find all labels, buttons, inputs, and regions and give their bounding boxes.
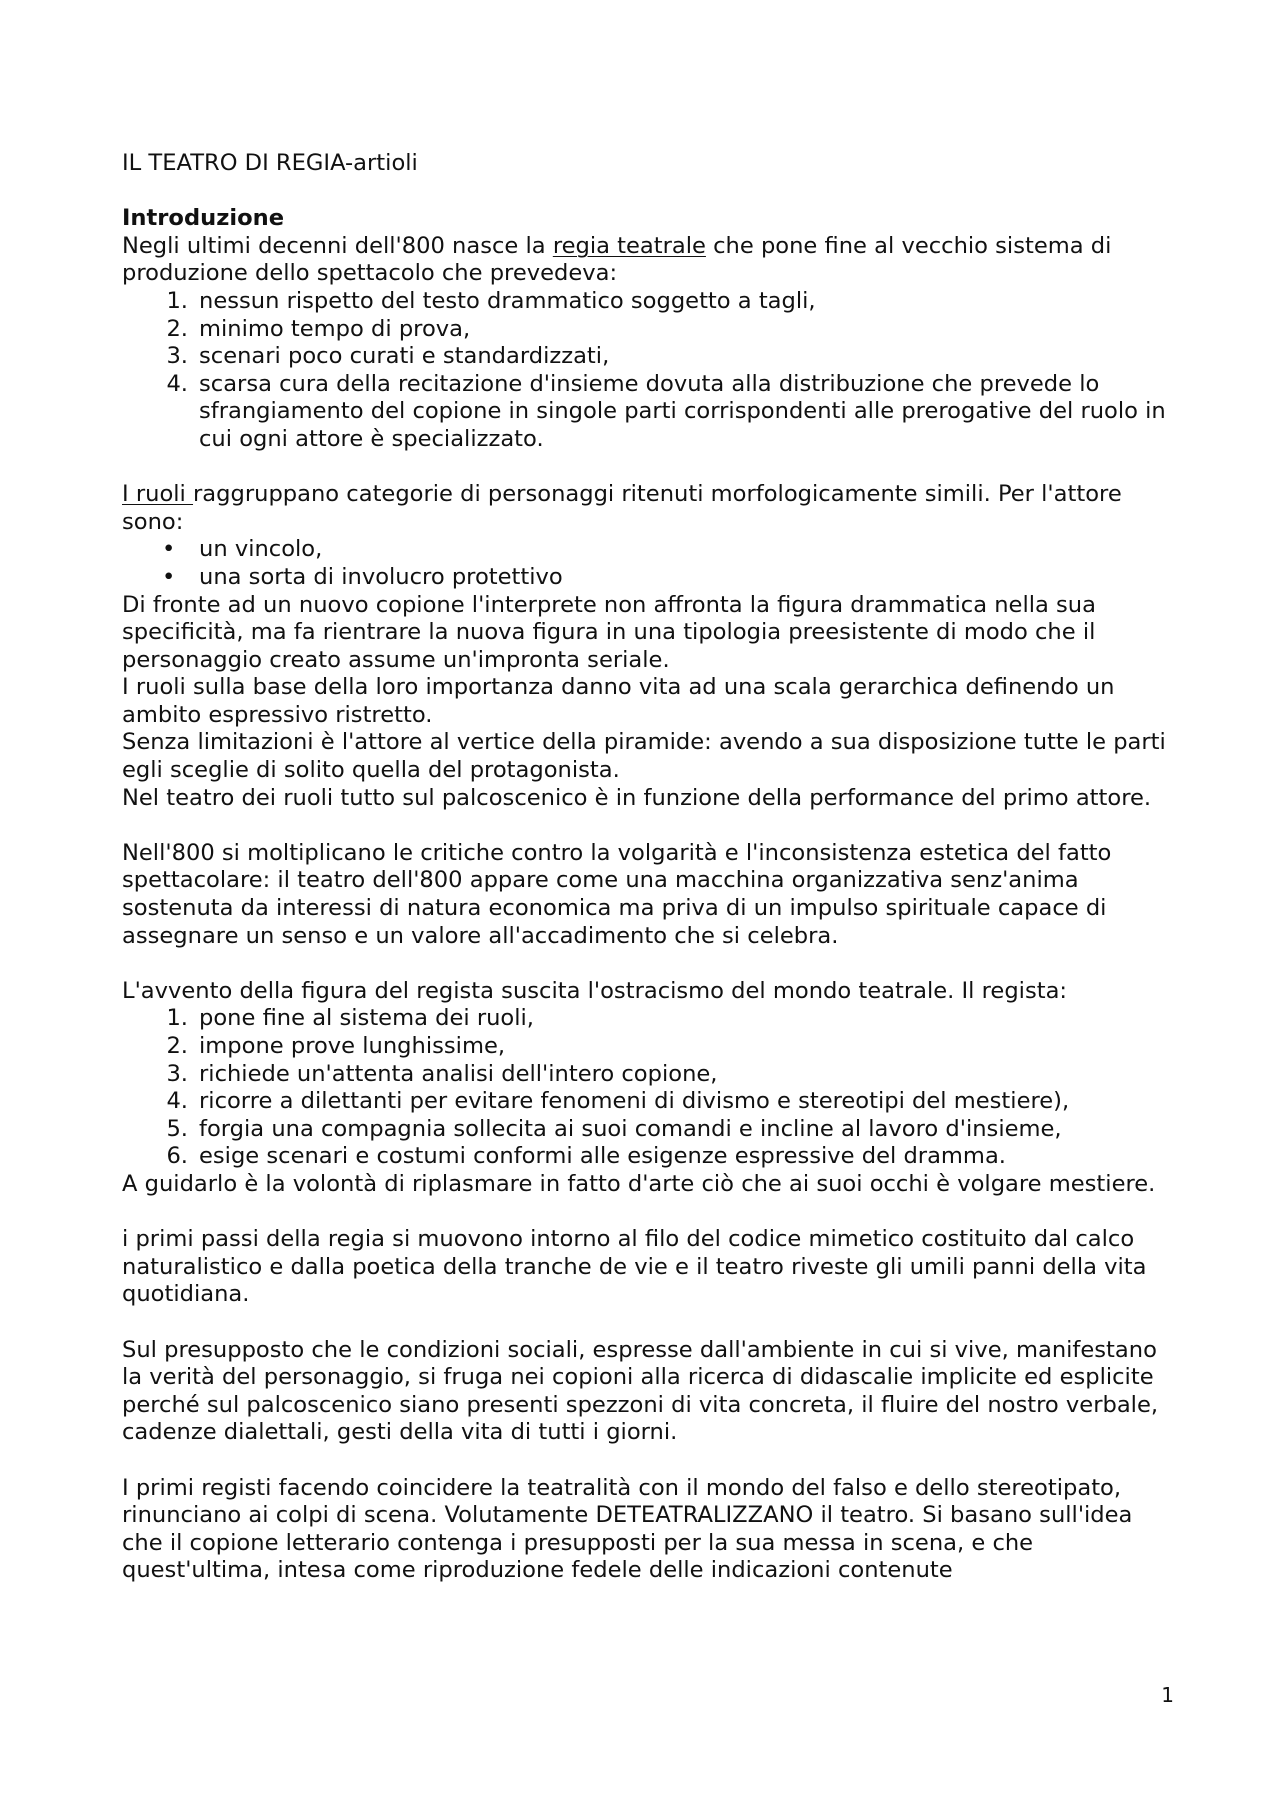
body-paragraph: I ruoli sulla base della loro importanza danno vita ad una scala gerarchica definendo un ambito espressivo ristretto. xyxy=(122,674,1115,728)
list-item-text: pone fine al sistema dei ruoli, xyxy=(199,1005,534,1032)
list-item-text: scarsa cura della recitazione d'insieme dovuta alla distribuzione che prevede lo sfrangiamento del copione in singole parti corrispondenti alle prerogative del ruolo in cui ogni attore è specializzato. xyxy=(199,370,1166,452)
list-item-text: una sorta di involucro protettivo xyxy=(199,563,563,590)
spacer xyxy=(122,950,1172,978)
list-item xyxy=(122,371,1172,454)
list-item-text: impone prove lunghissime, xyxy=(199,1033,506,1059)
spacer xyxy=(122,812,1172,840)
spacer xyxy=(122,454,1172,482)
list-item-text: forgia una compagnia sollecita ai suoi comandi e incline al lavoro d'insieme, xyxy=(199,1115,1062,1142)
list-item-text: minimo tempo di prova, xyxy=(199,315,471,342)
list-item xyxy=(122,316,1172,344)
document-body xyxy=(122,150,1172,1585)
list-number: 4. xyxy=(166,1088,188,1115)
body-paragraph: Senza limitazioni è l'attore al vertice della piramide: avendo a sua disposizione tutte le parti egli sceglie di solito quella del protagonista. xyxy=(122,729,1166,784)
list-item-text: nessun rispetto del testo drammatico soggetto a tagli, xyxy=(199,287,816,314)
spacer xyxy=(122,178,1172,206)
list-item-text: richiede un'attenta analisi dell'intero copione, xyxy=(199,1060,718,1087)
list-number: 2. xyxy=(166,1033,188,1059)
list-item xyxy=(122,1088,1172,1116)
ruoli-text: raggruppano categorie di personaggi ritenuti morfologicamente simili. Per l'attore sono: xyxy=(122,481,1122,535)
regista-numbered-list xyxy=(122,1005,1172,1171)
primi-registi-paragraph: I primi registi facendo coincidere la teatralità con il mondo del falso e dello stereotipato, rinunciano ai colpi di scena. Volutamente DETEATRALIZZANO il teatro. Si basano sull'idea che il copione letterario contenga i presupposti per la sua messa in scena, e che quest'ultima, intesa come riproduzione fedele delle indicazioni contenute xyxy=(122,1474,1133,1584)
intro-text-before: Negli ultimi decenni dell'800 nasce la xyxy=(122,232,553,259)
list-item xyxy=(122,1033,1172,1061)
list-item xyxy=(122,343,1172,371)
ruoli-paragraph xyxy=(122,481,1172,536)
critiche-paragraph: Nell'800 si moltiplicano le critiche contro la volgarità e l'inconsistenza estetica del fatto spettacolare: il teatro dell'800 appare come una macchina organizzativa senz'anima sostenuta da interessi di natura economica ma priva di un impulso spirituale capace di assegnare un senso e un valore all'accadimento che si celebra. xyxy=(122,839,1112,949)
list-number: 6. xyxy=(166,1143,188,1170)
list-item-text: ricorre a dilettanti per evitare fenomeni di divismo e stereotipi del mestiere), xyxy=(199,1088,1070,1115)
list-number: 1. xyxy=(166,287,188,314)
list-number: 2. xyxy=(166,315,188,342)
ruoli-bullet-list xyxy=(122,536,1172,591)
list-item xyxy=(122,536,1172,564)
list-number: 3. xyxy=(166,343,188,370)
section-heading-introduzione: Introduzione xyxy=(122,205,285,232)
intro-text-after: che pone fine al vecchio sistema di produzione dello spettacolo che prevedeva: xyxy=(122,232,1112,287)
bullet-icon: • xyxy=(162,563,176,590)
list-item xyxy=(122,1005,1172,1033)
intro-paragraph xyxy=(122,233,1172,288)
list-item xyxy=(122,564,1172,592)
body-paragraph: Nel teatro dei ruoli tutto sul palcoscenico è in funzione della performance del primo attore. xyxy=(122,784,1152,811)
regista-intro-paragraph: L'avvento della figura del regista suscita l'ostracismo del mondo teatrale. Il regista: xyxy=(122,977,1068,1004)
primi-passi-paragraph: i primi passi della regia si muovono intorno al filo del codice mimetico costituito dal calco naturalistico e dalla poetica della tranche de vie e il teatro riveste gli umili panni della vita quotidiana. xyxy=(122,1226,1147,1308)
intro-numbered-list xyxy=(122,288,1172,454)
spacer xyxy=(122,1309,1172,1337)
regia-teatrale-link[interactable]: regia teatrale xyxy=(552,232,706,259)
ruoli-link[interactable]: I ruoli xyxy=(122,481,194,508)
list-item-text: un vincolo, xyxy=(199,536,323,563)
list-number: 5. xyxy=(166,1115,188,1142)
bullet-icon: • xyxy=(162,536,176,563)
list-number: 3. xyxy=(166,1060,188,1087)
document-title: IL TEATRO DI REGIA-artioli xyxy=(122,150,418,176)
spacer xyxy=(122,1447,1172,1475)
body-paragraph: A guidarlo è la volontà di riplasmare in fatto d'arte ciò che ai suoi occhi è volgare mestiere. xyxy=(122,1170,1156,1197)
body-paragraph: Di fronte ad un nuovo copione l'interprete non affronta la figura drammatica nella sua specificità, ma fa rientrare la nuova figura in una tipologia preesistente di modo che il personaggio creato assume un'impronta seriale. xyxy=(122,591,1096,673)
page-number: 1 xyxy=(1161,1683,1174,1707)
list-number: 1. xyxy=(166,1005,188,1032)
list-item xyxy=(122,288,1172,316)
spacer xyxy=(122,1199,1172,1227)
list-item-text: esige scenari e costumi conformi alle esigenze espressive del dramma. xyxy=(199,1143,1006,1170)
list-item xyxy=(122,1116,1172,1144)
list-item xyxy=(122,1143,1172,1171)
list-number: 4. xyxy=(166,370,188,397)
list-item xyxy=(122,1061,1172,1089)
list-item-text: scenari poco curati e standardizzati, xyxy=(199,343,610,370)
presupposto-paragraph: Sul presupposto che le condizioni sociali, espresse dall'ambiente in cui si vive, manifestano la verità del personaggio, si fruga nei copioni alla ricerca di didascalie implicite ed esplicite perché sul palcoscenico siano presenti spezzoni di vita concreta, il fluire del nostro verbale, cadenze dialettali, gesti della vita di tutti i giorni. xyxy=(122,1336,1159,1446)
